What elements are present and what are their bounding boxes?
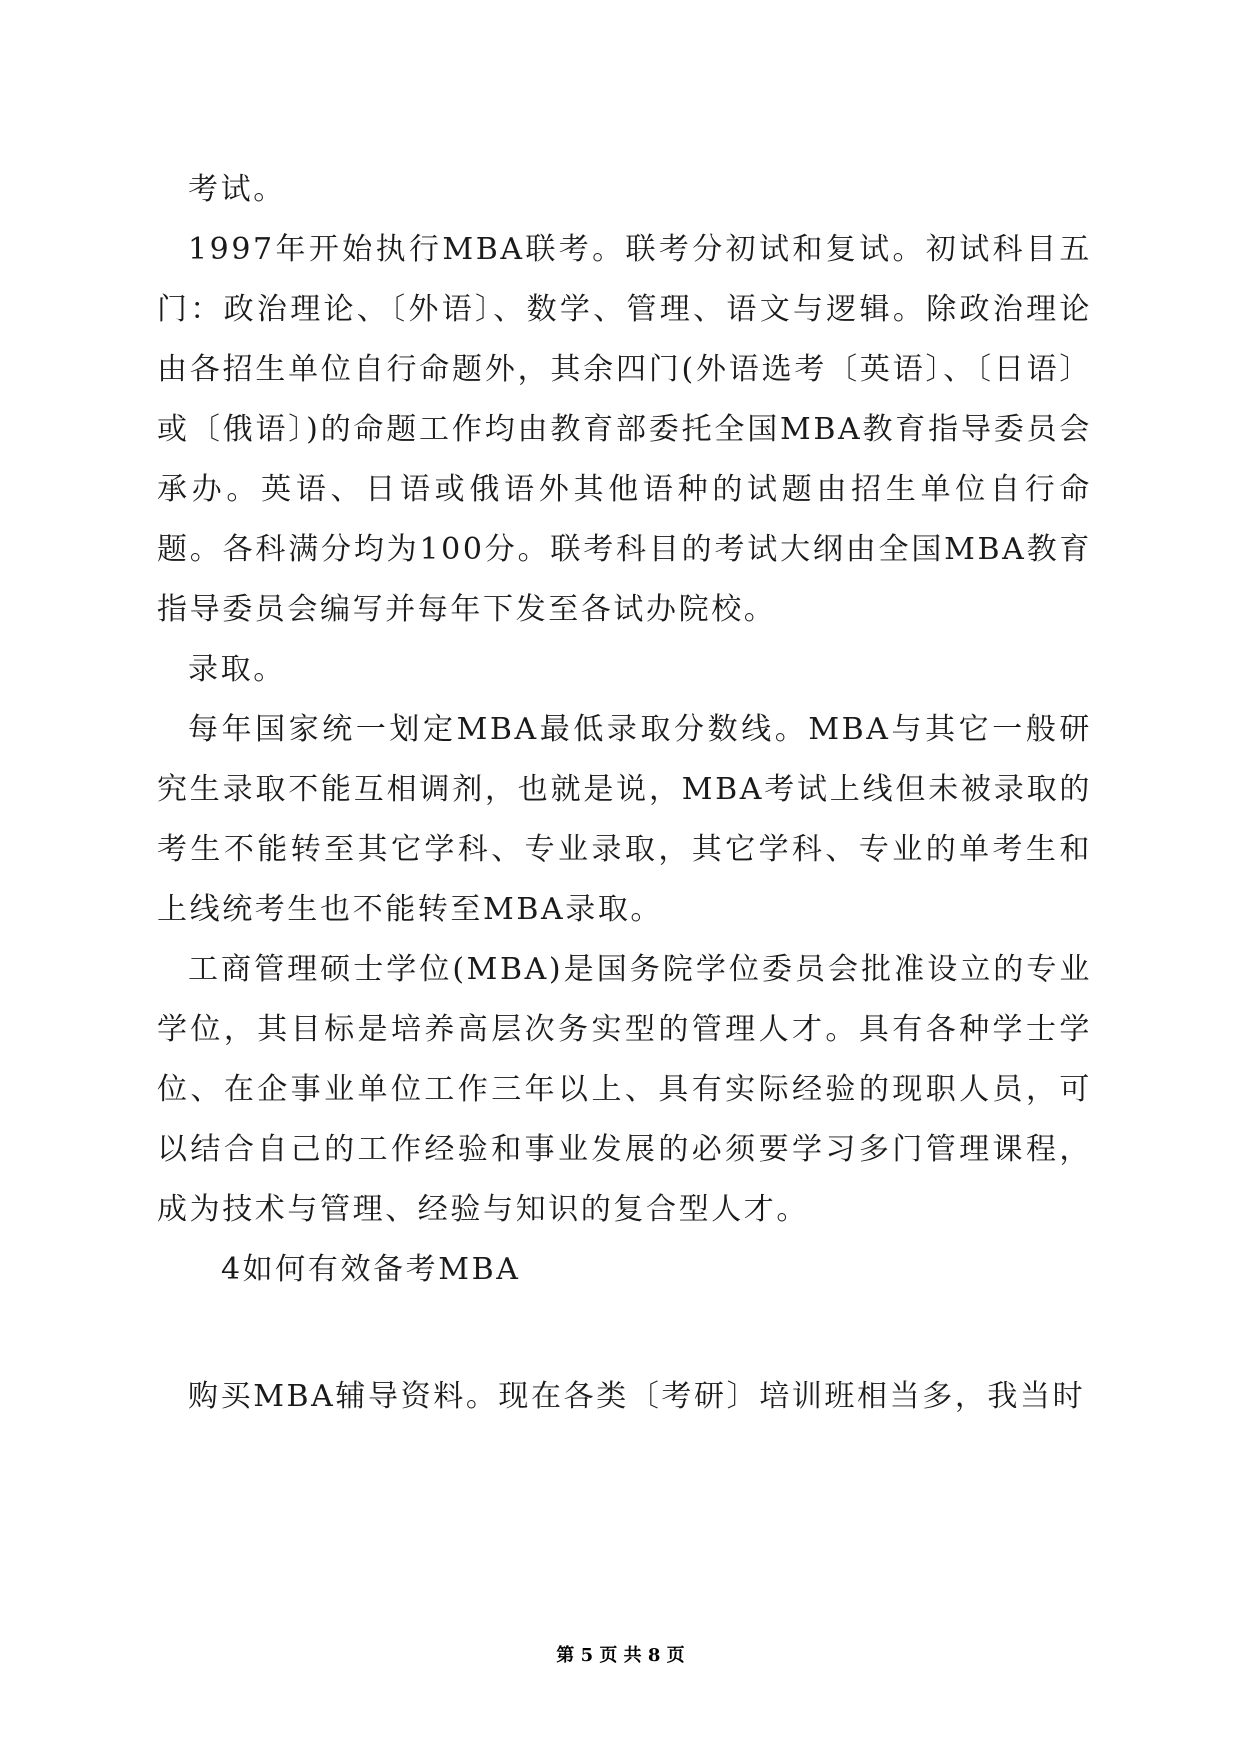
document-body (157, 160, 1092, 1427)
section-heading: 4如何有效备考MBA (221, 1252, 521, 1287)
page-footer: 第 5 页 共 8 页 (556, 1645, 685, 1666)
paragraph-exam: 考试。 (188, 172, 286, 207)
paragraph-materials: 购买MBA辅导资料。现在各类〔考研〕培训班相当多，我当时 (188, 1379, 1086, 1414)
paragraph-admission: 每年国家统一划定MBA最低录取分数线。MBA与其它一般研究生录取不能互相调剂，也就是说，MBA考试上线但未被录取的考生不能转至其它学科、专业录取，其它学科、专业的单考生和上线统考生也不能转至MBA录取。 (157, 712, 1092, 927)
paragraph-admission-title: 录取。 (188, 652, 286, 687)
paragraph-mba-degree: 工商管理硕士学位(MBA)是国务院学位委员会批准设立的专业学位，其目标是培养高层次务实型的管理人才。具有各种学士学位、在企事业单位工作三年以上、具有实际经验的现职人员，可以结合自己的工作经验和事业发展的必须要学习多门管理课程，成为技术与管理、经验与知识的复合型人才。 (157, 952, 1092, 1227)
blank-gap (157, 1300, 1092, 1367)
paragraph-joint-exam: 1997年开始执行MBA联考。联考分初试和复试。初试科目五门：政治理论、〔外语〕、数学、管理、语文与逻辑。除政治理论由各招生单位自行命题外，其余四门(外语选考〔英语〕、〔日语〕或〔俄语〕)的命题工作均由教育部委托全国MBA教育指导委员会承办。英语、日语或俄语外其他语种的试题由招生单位自行命题。各科满分均为100分。联考科目的考试大纲由全国MBA教育指导委员会编写并每年下发至各试办院校。 (157, 232, 1092, 627)
